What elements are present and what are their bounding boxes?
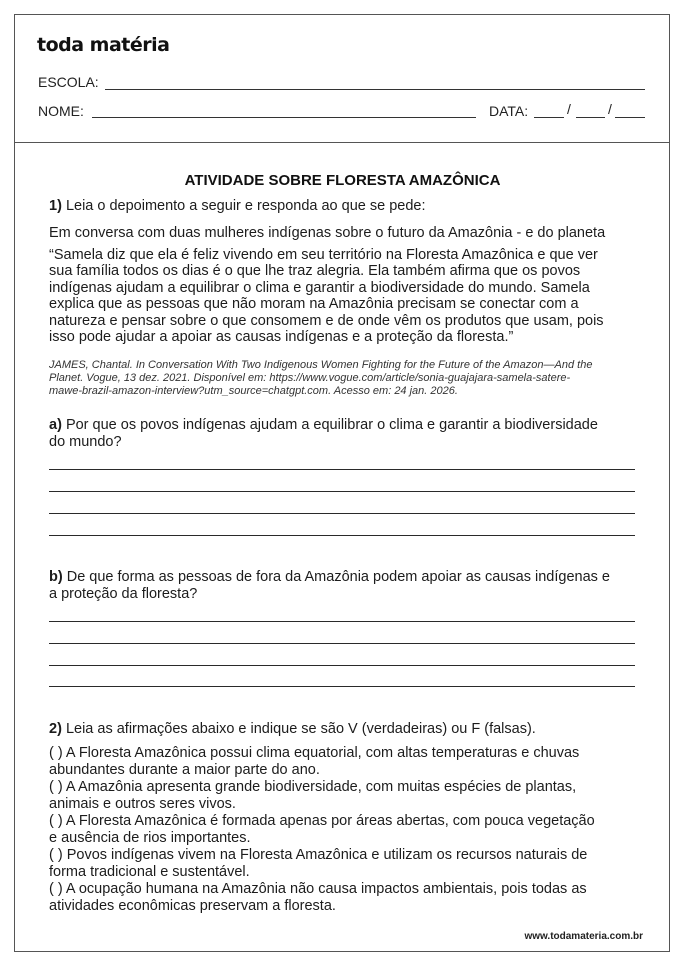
quote-line: natureza e pensar sobre o que consomem e de onde vêm os produtos que usam, pois — [49, 312, 604, 329]
item-text: De que forma as pessoas de fora da Amazônia podem apoiar as causas indígenas e — [66, 569, 611, 585]
item-label: b) — [49, 569, 63, 585]
answer-line-a4[interactable] — [49, 535, 635, 536]
quote-line: explica que as pessoas que não moram na Amazônia precisam se conectar com a — [49, 296, 579, 313]
page-title: ATIVIDADE SOBRE FLORESTA AMAZÔNICA — [184, 172, 501, 189]
citation — [49, 359, 649, 398]
testimony-quote — [49, 247, 639, 345]
date-month-field[interactable] — [576, 117, 605, 118]
name-field[interactable] — [92, 117, 476, 118]
statement-4-cont: forma tradicional e sustentável. — [49, 864, 250, 880]
statement-5-cont: atividades econômicas preservam a floresta. — [49, 898, 336, 914]
citation-line: mawe-brazil-amazon-interview?utm_source=chatgpt.com. Acesso em: 24 jan. 2026. — [49, 385, 458, 397]
question-text: Leia as afirmações abaixo e indique se são V (verdadeiras) ou F (falsas). — [65, 721, 536, 737]
question-1 — [49, 198, 649, 215]
quote-line: sua família todos os dias é o que lhe traz alegria. Ela também afirma que os povos — [49, 263, 581, 280]
answer-line-b4[interactable] — [49, 686, 635, 687]
answer-line-a2[interactable] — [49, 491, 635, 492]
quote-intro: Em conversa com duas mulheres indígenas sobre o futuro da Amazônia - e do planeta — [49, 225, 606, 241]
statement-1-cont: abundantes durante a maior parte do ano. — [49, 762, 320, 778]
statement-1[interactable]: ( ) A Floresta Amazônica possui clima equatorial, com altas temperaturas e chuvas — [49, 745, 580, 761]
date-label: DATA: — [489, 103, 529, 119]
statement-2[interactable]: ( ) A Amazônia apresenta grande biodiversidade, com muitas espécies de plantas, — [49, 779, 577, 795]
date-separator: / — [567, 101, 571, 117]
question-1a-cont: do mundo? — [49, 434, 122, 450]
answer-line-b3[interactable] — [49, 665, 635, 666]
footer-url[interactable]: www.todamateria.com.br — [524, 931, 643, 942]
answer-line-b1[interactable] — [49, 621, 635, 622]
citation-line: JAMES, Chantal. In Conversation With Two Indigenous Women Fighting for the Future of the Amazon—And the — [49, 359, 593, 371]
school-field[interactable] — [105, 89, 645, 90]
quote-line: isso pode ajudar a apoiar as causas indígenas e a proteção da floresta.” — [49, 329, 514, 346]
statement-2-cont: animais e outros seres vivos. — [49, 796, 236, 812]
date-separator: / — [608, 101, 612, 117]
name-label: NOME: — [38, 103, 84, 119]
question-1a — [49, 417, 649, 434]
brand-logo: toda matéria — [37, 34, 170, 56]
header-divider — [14, 142, 670, 143]
statement-3[interactable]: ( ) A Floresta Amazônica é formada apenas por áreas abertas, com pouca vegetação — [49, 813, 595, 829]
question-number: 2) — [49, 721, 62, 737]
date-year-field[interactable] — [615, 117, 645, 118]
statement-3-cont: e ausência de rios importantes. — [49, 830, 251, 846]
quote-line: indígenas ajudam a equilibrar o clima e garantir a biodiversidade do mundo. Samela — [49, 279, 590, 296]
answer-line-a1[interactable] — [49, 469, 635, 470]
question-text: Leia o depoimento a seguir e responda ao que se pede: — [65, 198, 426, 214]
school-label: ESCOLA: — [38, 74, 99, 90]
question-2 — [49, 721, 649, 738]
citation-line: Planet. Vogue, 13 dez. 2021. Disponível em: https://www.vogue.com/article/sonia-guajajara-samela-satere- — [49, 372, 571, 384]
answer-line-a3[interactable] — [49, 513, 635, 514]
quote-line: “Samela diz que ela é feliz vivendo em seu território na Floresta Amazônica e que ver — [49, 247, 598, 263]
date-day-field[interactable] — [534, 117, 564, 118]
answer-line-b2[interactable] — [49, 643, 635, 644]
statement-5[interactable]: ( ) A ocupação humana na Amazônia não causa impactos ambientais, pois todas as — [49, 881, 587, 897]
item-label: a) — [49, 417, 62, 433]
item-text: Por que os povos indígenas ajudam a equilibrar o clima e garantir a biodiversidade — [65, 417, 598, 433]
question-1b — [49, 569, 649, 586]
question-number: 1) — [49, 198, 62, 214]
question-1b-cont: a proteção da floresta? — [49, 586, 198, 602]
statement-4[interactable]: ( ) Povos indígenas vivem na Floresta Amazônica e utilizam os recursos naturais de — [49, 847, 588, 863]
